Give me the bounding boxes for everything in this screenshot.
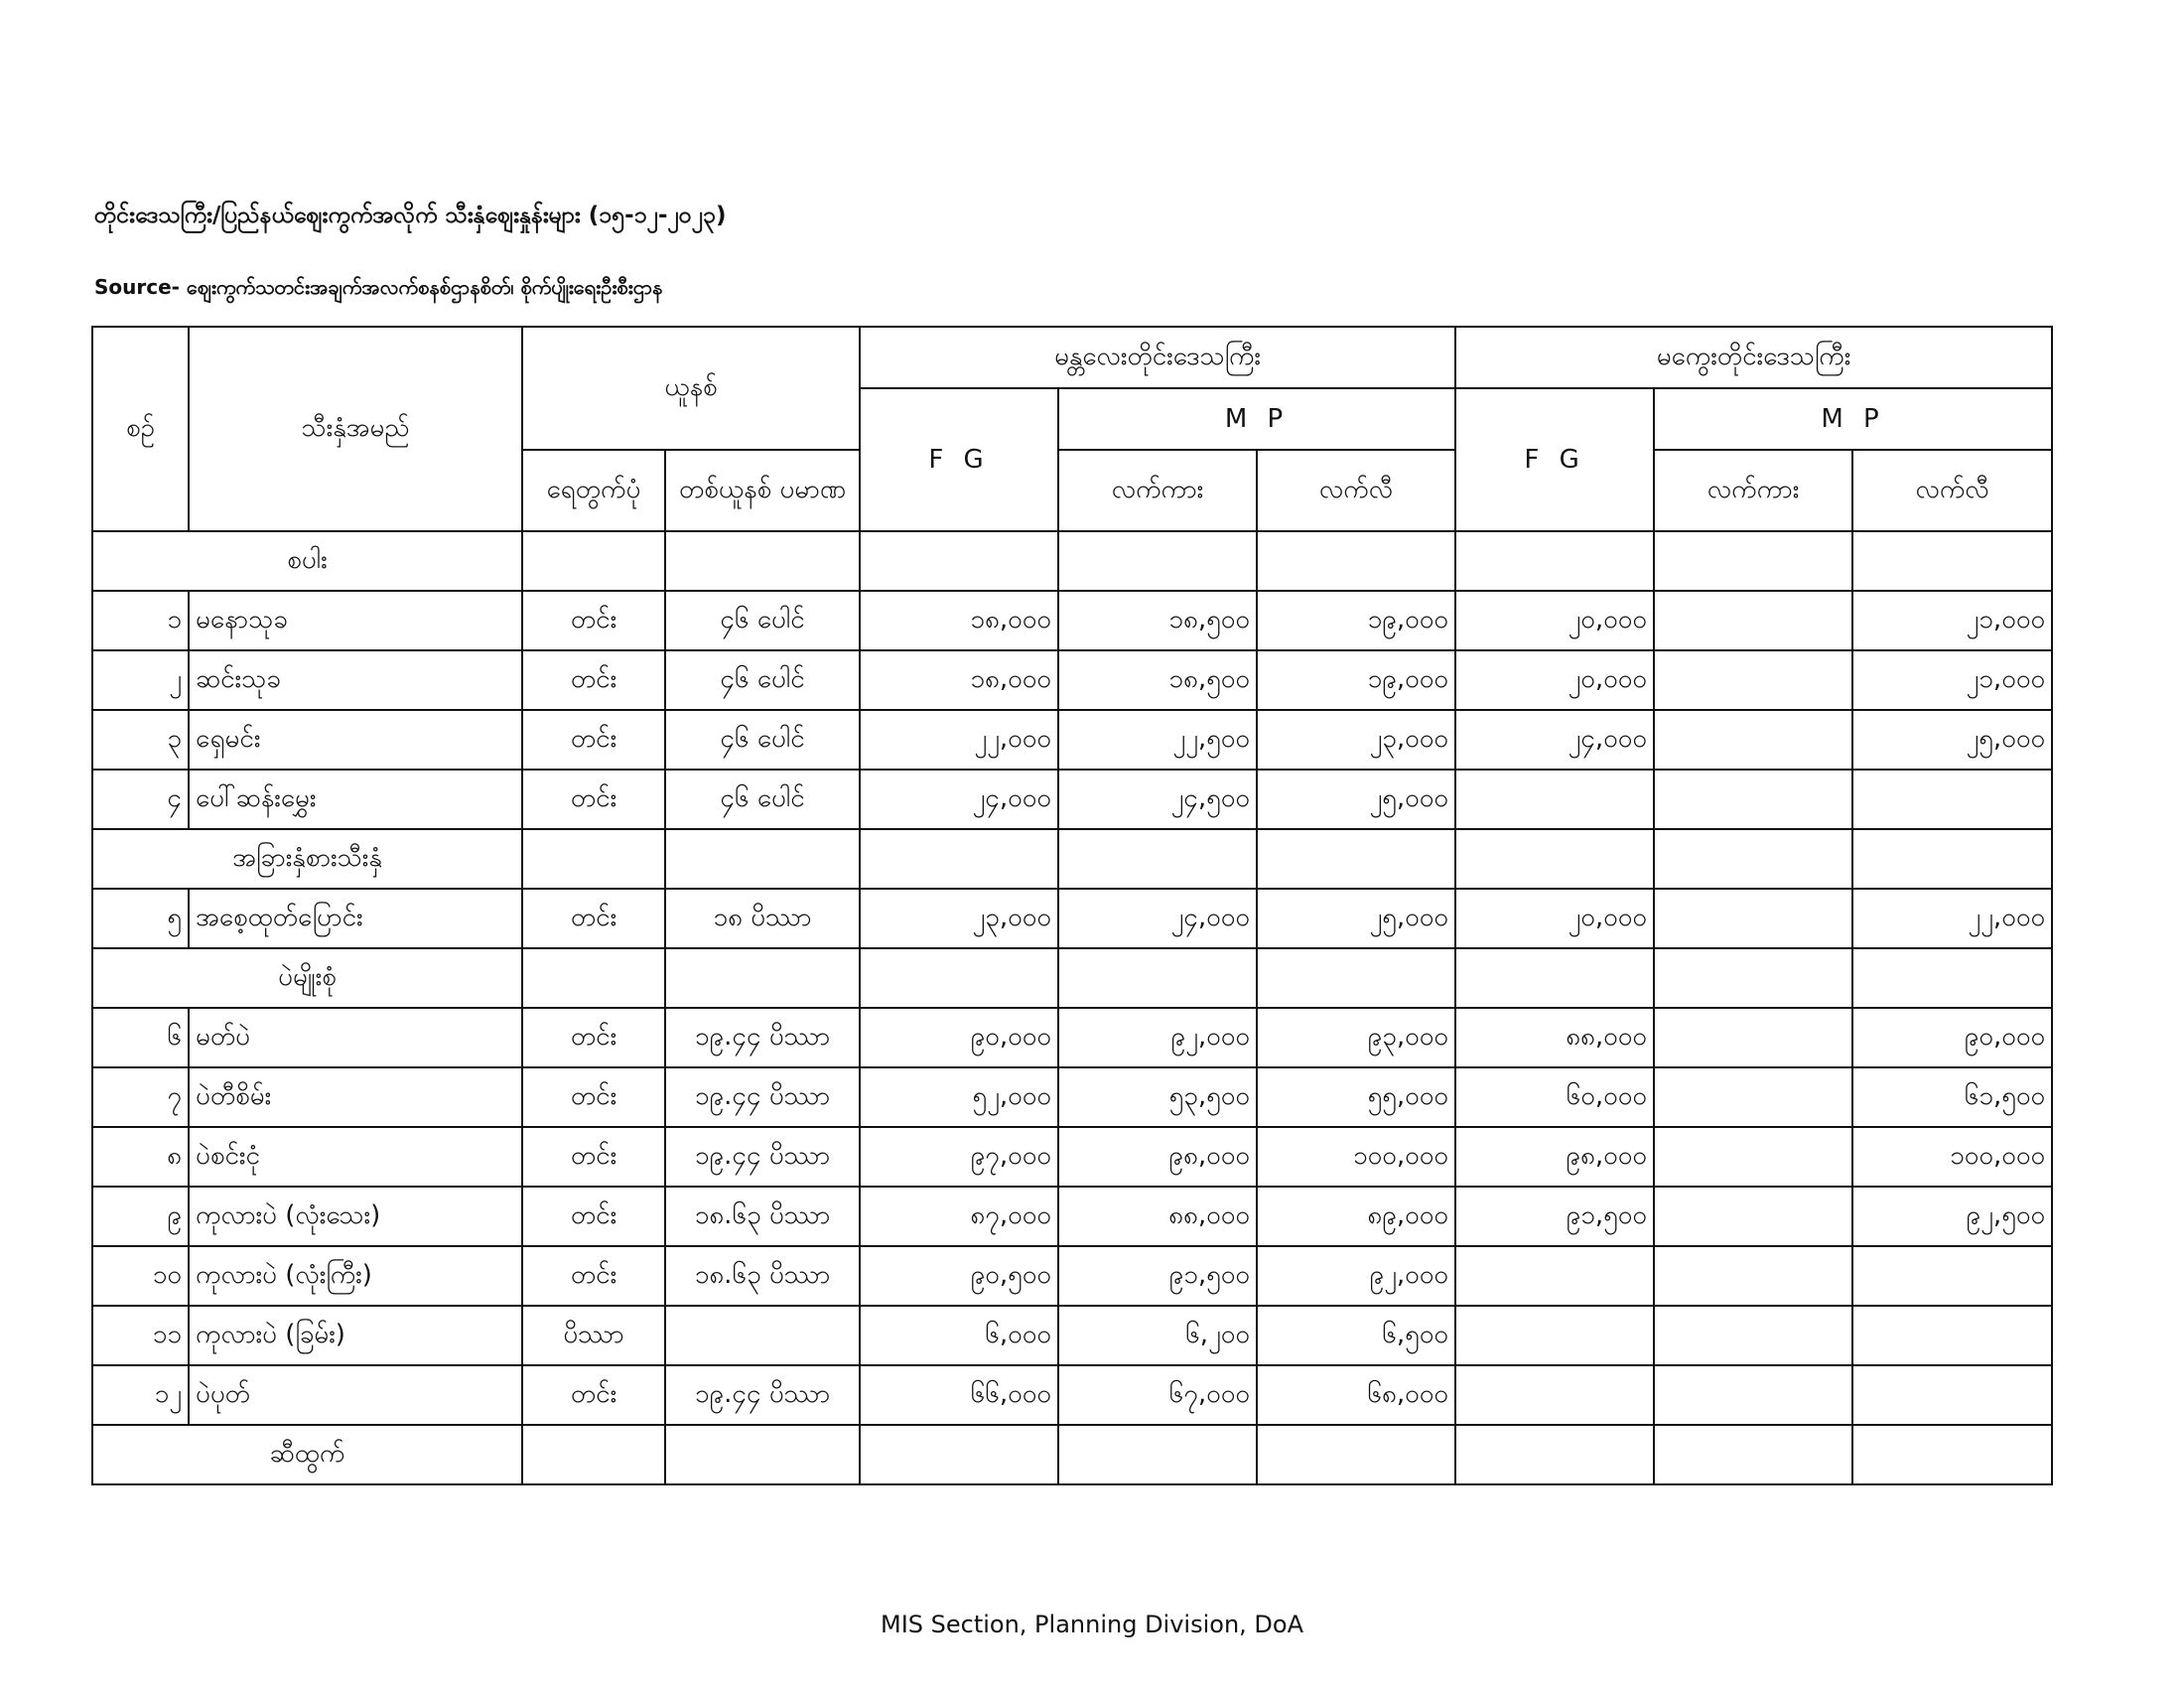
row-number: ၁၀ — [92, 1246, 189, 1306]
crop-name: ဆင်းသုခ — [189, 650, 522, 710]
empty-cell — [1852, 948, 2052, 1008]
magway-fg-price: ၆၀,၀၀၀ — [1455, 1067, 1654, 1127]
empty-cell — [1852, 829, 2052, 889]
empty-cell — [522, 1425, 665, 1484]
magway-retail-price: ၂၁,၀၀၀ — [1852, 650, 2052, 710]
empty-cell — [860, 531, 1058, 591]
table-row — [92, 1127, 2052, 1187]
header-wholesale-mandalay: လက်ကား — [1058, 450, 1257, 531]
empty-cell — [1455, 829, 1654, 889]
empty-cell — [1257, 1425, 1455, 1484]
magway-fg-price: ၂၀,၀၀၀ — [1455, 591, 1654, 650]
mandalay-wholesale-price: ၆၇,၀၀၀ — [1058, 1365, 1257, 1425]
mandalay-retail-price: ၆၈,၀၀၀ — [1257, 1365, 1455, 1425]
mandalay-retail-price: ၉၂,၀၀၀ — [1257, 1246, 1455, 1306]
header-retail-magway: လက်လီ — [1852, 450, 2052, 531]
unit-weight: ၁၉.၄၄ ပိဿာ — [665, 1067, 860, 1127]
table-row — [92, 1246, 2052, 1306]
magway-retail-price: ၆၁,၅၀၀ — [1852, 1067, 2052, 1127]
unit-weight: ၁၉.၄၄ ပိဿာ — [665, 1127, 860, 1187]
table-row — [92, 650, 2052, 710]
empty-cell — [665, 1425, 860, 1484]
header-mp-magway: M P — [1654, 388, 2052, 450]
mandalay-wholesale-price: ၉၈,၀၀၀ — [1058, 1127, 1257, 1187]
magway-retail-price — [1852, 1365, 2052, 1425]
unit-local: တင်း — [522, 1008, 665, 1067]
mandalay-retail-price: ၉၃,၀၀၀ — [1257, 1008, 1455, 1067]
mandalay-fg-price: ၆,၀၀၀ — [860, 1306, 1058, 1365]
category-label: အခြားနှံစားသီးနှံ — [92, 829, 522, 889]
unit-weight — [665, 1306, 860, 1365]
mandalay-wholesale-price: ၁၈,၅၀၀ — [1058, 650, 1257, 710]
crop-name: ကုလားပဲ (ခြမ်း) — [189, 1306, 522, 1365]
magway-retail-price: ၉၀,၀၀၀ — [1852, 1008, 2052, 1067]
empty-cell — [1058, 829, 1257, 889]
unit-weight: ၁၈.၆၃ ပိဿာ — [665, 1187, 860, 1246]
category-label: ပဲမျိုးစုံ — [92, 948, 522, 1008]
page-footer: MIS Section, Planning Division, DoA — [880, 1611, 1303, 1638]
mandalay-fg-price: ၁၈,၀၀၀ — [860, 591, 1058, 650]
magway-fg-price — [1455, 770, 1654, 829]
mandalay-wholesale-price: ၉၂,၀၀၀ — [1058, 1008, 1257, 1067]
unit-weight: ၁၉.၄၄ ပိဿာ — [665, 1365, 860, 1425]
empty-cell — [665, 829, 860, 889]
mandalay-fg-price: ၂၃,၀၀၀ — [860, 889, 1058, 948]
crop-name: ကုလားပဲ (လုံးသေး) — [189, 1187, 522, 1246]
category-row — [92, 948, 2052, 1008]
empty-cell — [1654, 1425, 1852, 1484]
unit-local: တင်း — [522, 1187, 665, 1246]
unit-local: တင်း — [522, 650, 665, 710]
magway-fg-price — [1455, 1246, 1654, 1306]
unit-local: တင်း — [522, 1067, 665, 1127]
header-retail-mandalay: လက်လီ — [1257, 450, 1455, 531]
row-number: ၅ — [92, 889, 189, 948]
magway-fg-price: ၉၁,၅၀၀ — [1455, 1187, 1654, 1246]
header-unit-local: ရေတွက်ပုံ — [522, 450, 665, 531]
magway-retail-price — [1852, 770, 2052, 829]
unit-local: တင်း — [522, 1365, 665, 1425]
empty-cell — [1455, 1425, 1654, 1484]
magway-wholesale-price — [1654, 710, 1852, 770]
unit-weight: ၄၆ ပေါင် — [665, 650, 860, 710]
magway-fg-price: ၂၀,၀၀၀ — [1455, 889, 1654, 948]
unit-weight: ၄၆ ပေါင် — [665, 770, 860, 829]
magway-wholesale-price — [1654, 1306, 1852, 1365]
unit-local: တင်း — [522, 710, 665, 770]
empty-cell — [860, 948, 1058, 1008]
empty-cell — [1852, 1425, 2052, 1484]
magway-wholesale-price — [1654, 1067, 1852, 1127]
mandalay-fg-price: ၉၀,၅၀၀ — [860, 1246, 1058, 1306]
mandalay-retail-price: ၁၀၀,၀၀၀ — [1257, 1127, 1455, 1187]
unit-local: ပိဿာ — [522, 1306, 665, 1365]
table-row — [92, 1067, 2052, 1127]
mandalay-fg-price: ၁၈,၀၀၀ — [860, 650, 1058, 710]
page-title: တိုင်းဒေသကြီး/ပြည်နယ်ဈေးကွက်အလိုက် သီးနှံဈေးနှုန်းများ (၁၅-၁၂-၂၀၂၃) — [94, 203, 727, 228]
unit-weight: ၁၈ ပိဿာ — [665, 889, 860, 948]
magway-wholesale-price — [1654, 1127, 1852, 1187]
magway-fg-price: ၉၈,၀၀၀ — [1455, 1127, 1654, 1187]
empty-cell — [1058, 1425, 1257, 1484]
empty-cell — [522, 948, 665, 1008]
empty-cell — [665, 531, 860, 591]
mandalay-fg-price: ၆၆,၀၀၀ — [860, 1365, 1058, 1425]
unit-local: တင်း — [522, 770, 665, 829]
empty-cell — [1058, 948, 1257, 1008]
empty-cell — [1455, 531, 1654, 591]
crop-name: ပဲတီစိမ်း — [189, 1067, 522, 1127]
empty-cell — [1058, 531, 1257, 591]
magway-fg-price: ၂၀,၀၀၀ — [1455, 650, 1654, 710]
mandalay-wholesale-price: ၂၄,၀၀၀ — [1058, 889, 1257, 948]
mandalay-fg-price: ၉၇,၀၀၀ — [860, 1127, 1058, 1187]
empty-cell — [665, 948, 860, 1008]
magway-wholesale-price — [1654, 1246, 1852, 1306]
mandalay-fg-price: ၈၇,၀၀၀ — [860, 1187, 1058, 1246]
empty-cell — [1654, 531, 1852, 591]
empty-cell — [522, 829, 665, 889]
row-number: ၄ — [92, 770, 189, 829]
empty-cell — [860, 1425, 1058, 1484]
crop-name: ရှေမင်း — [189, 710, 522, 770]
mandalay-fg-price: ၂၂,၀၀၀ — [860, 710, 1058, 770]
mandalay-wholesale-price: ၈၈,၀၀၀ — [1058, 1187, 1257, 1246]
magway-wholesale-price — [1654, 1008, 1852, 1067]
unit-local: တင်း — [522, 1127, 665, 1187]
unit-weight: ၁၈.၆၃ ပိဿာ — [665, 1246, 860, 1306]
magway-retail-price: ၂၂,၀၀၀ — [1852, 889, 2052, 948]
mandalay-retail-price: ၈၉,၀၀၀ — [1257, 1187, 1455, 1246]
row-number: ၁၂ — [92, 1365, 189, 1425]
magway-retail-price: ၂၅,၀၀၀ — [1852, 710, 2052, 770]
mandalay-retail-price: ၁၉,၀၀၀ — [1257, 650, 1455, 710]
category-row — [92, 531, 2052, 591]
crop-name: အစေ့ထုတ်ပြောင်း — [189, 889, 522, 948]
mandalay-retail-price: ၂၅,၀၀၀ — [1257, 770, 1455, 829]
empty-cell — [1257, 948, 1455, 1008]
mandalay-wholesale-price: ၆,၂၀၀ — [1058, 1306, 1257, 1365]
magway-wholesale-price — [1654, 591, 1852, 650]
crop-name: ပေါ်ဆန်းမွှေး — [189, 770, 522, 829]
table-row — [92, 1365, 2052, 1425]
header-unit-weight: တစ်ယူနစ် ပမာဏ — [665, 450, 860, 531]
header-wholesale-magway: လက်ကား — [1654, 450, 1852, 531]
empty-cell — [1257, 531, 1455, 591]
mandalay-wholesale-price: ၉၁,၅၀၀ — [1058, 1246, 1257, 1306]
magway-retail-price — [1852, 1306, 2052, 1365]
magway-fg-price: ၈၈,၀၀၀ — [1455, 1008, 1654, 1067]
row-number: ၇ — [92, 1067, 189, 1127]
header-no: စဉ် — [92, 327, 189, 531]
row-number: ၆ — [92, 1008, 189, 1067]
mandalay-wholesale-price: ၂၂,၅၀၀ — [1058, 710, 1257, 770]
row-number: ၃ — [92, 710, 189, 770]
empty-cell — [1654, 829, 1852, 889]
crop-name: မနောသုခ — [189, 591, 522, 650]
table-row — [92, 1306, 2052, 1365]
mandalay-retail-price: ၅၅,၀၀၀ — [1257, 1067, 1455, 1127]
row-number: ၂ — [92, 650, 189, 710]
header-fg-mandalay: F G — [860, 388, 1058, 531]
header-crop-name: သီးနှံအမည် — [189, 327, 522, 531]
mandalay-retail-price: ၂၅,၀၀၀ — [1257, 889, 1455, 948]
unit-local: တင်း — [522, 1246, 665, 1306]
row-number: ၉ — [92, 1187, 189, 1246]
category-label: ဆီထွက် — [92, 1425, 522, 1484]
empty-cell — [1852, 531, 2052, 591]
row-number: ၁ — [92, 591, 189, 650]
empty-cell — [1257, 829, 1455, 889]
magway-wholesale-price — [1654, 650, 1852, 710]
empty-cell — [522, 531, 665, 591]
mandalay-wholesale-price: ၂၄,၅၀၀ — [1058, 770, 1257, 829]
unit-weight: ၄၆ ပေါင် — [665, 710, 860, 770]
header-mp-mandalay: M P — [1058, 388, 1455, 450]
unit-weight: ၁၉.၄၄ ပိဿာ — [665, 1008, 860, 1067]
mandalay-fg-price: ၉၀,၀၀၀ — [860, 1008, 1058, 1067]
magway-retail-price: ၉၂,၅၀၀ — [1852, 1187, 2052, 1246]
mandalay-fg-price: ၂၄,၀၀၀ — [860, 770, 1058, 829]
category-row — [92, 1425, 2052, 1484]
mandalay-retail-price: ၆,၅၀၀ — [1257, 1306, 1455, 1365]
row-number: ၈ — [92, 1127, 189, 1187]
unit-local: တင်း — [522, 889, 665, 948]
empty-cell — [1455, 948, 1654, 1008]
category-label: စပါး — [92, 531, 522, 591]
mandalay-retail-price: ၂၃,၀၀၀ — [1257, 710, 1455, 770]
magway-fg-price — [1455, 1365, 1654, 1425]
header-region-magway: မကွေးတိုင်းဒေသကြီး — [1455, 327, 2052, 388]
magway-wholesale-price — [1654, 889, 1852, 948]
table-row — [92, 1187, 2052, 1246]
magway-wholesale-price — [1654, 1187, 1852, 1246]
table-row — [92, 889, 2052, 948]
category-row — [92, 829, 2052, 889]
table-row — [92, 1008, 2052, 1067]
mandalay-retail-price: ၁၉,၀၀၀ — [1257, 591, 1455, 650]
crop-name: ပဲပုတ် — [189, 1365, 522, 1425]
mandalay-wholesale-price: ၅၃,၅၀၀ — [1058, 1067, 1257, 1127]
row-number: ၁၁ — [92, 1306, 189, 1365]
source-line: Source- ဈေးကွက်သတင်းအချက်အလက်စနစ်ဌာနစိတ်၊ စိုက်ပျိုးရေးဦးစီးဌာန — [94, 275, 663, 299]
table-row — [92, 710, 2052, 770]
magway-retail-price — [1852, 1246, 2052, 1306]
magway-wholesale-price — [1654, 1365, 1852, 1425]
unit-weight: ၄၆ ပေါင် — [665, 591, 860, 650]
crop-name: ကုလားပဲ (လုံးကြီး) — [189, 1246, 522, 1306]
magway-retail-price: ၁၀၀,၀၀၀ — [1852, 1127, 2052, 1187]
header-region-mandalay: မန္တလေးတိုင်းဒေသကြီး — [860, 327, 1455, 388]
unit-local: တင်း — [522, 591, 665, 650]
crop-name: ပဲစင်းငုံ — [189, 1127, 522, 1187]
empty-cell — [860, 829, 1058, 889]
price-table — [91, 326, 2053, 1485]
magway-wholesale-price — [1654, 770, 1852, 829]
magway-fg-price: ၂၄,၀၀၀ — [1455, 710, 1654, 770]
crop-name: မတ်ပဲ — [189, 1008, 522, 1067]
mandalay-wholesale-price: ၁၈,၅၀၀ — [1058, 591, 1257, 650]
header-fg-magway: F G — [1455, 388, 1654, 531]
table-row — [92, 591, 2052, 650]
magway-retail-price: ၂၁,၀၀၀ — [1852, 591, 2052, 650]
empty-cell — [1654, 948, 1852, 1008]
table-row — [92, 770, 2052, 829]
header-unit: ယူနစ် — [522, 327, 860, 450]
magway-fg-price — [1455, 1306, 1654, 1365]
mandalay-fg-price: ၅၂,၀၀၀ — [860, 1067, 1058, 1127]
